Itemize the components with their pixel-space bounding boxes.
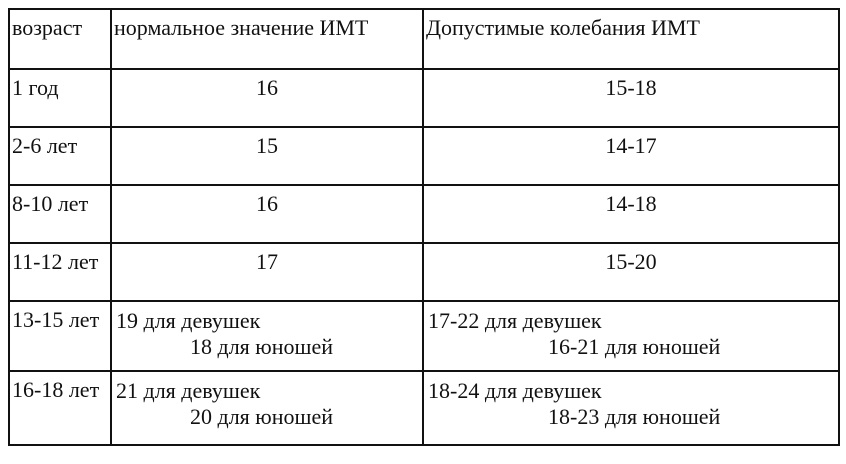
age-value: 16-18 лет (12, 377, 100, 402)
normal-girls-value: 21 для девушек (116, 378, 261, 403)
age-value: 13-15 лет (12, 307, 100, 332)
age-value: 8-10 лет (12, 191, 89, 216)
normal-cell (111, 127, 423, 185)
header-cell-age (9, 9, 111, 69)
range-value: 15-20 (605, 249, 657, 274)
normal-value: 17 (256, 249, 278, 274)
header-cell-range (423, 9, 839, 69)
range-girls-value: 18-24 для девушек (428, 378, 602, 403)
normal-boys-value: 18 для юношей (190, 334, 333, 359)
range-cell (423, 243, 839, 301)
range-cell (423, 69, 839, 127)
age-cell (9, 371, 111, 445)
normal-value: 16 (256, 191, 278, 216)
range-cell (423, 127, 839, 185)
normal-cell (111, 185, 423, 243)
range-value: 14-18 (605, 191, 657, 216)
range-boys-value: 18-23 для юношей (548, 404, 721, 429)
range-cell (423, 371, 839, 445)
normal-value: 16 (256, 75, 278, 100)
normal-cell (111, 243, 423, 301)
age-cell (9, 185, 111, 243)
age-value: 11-12 лет (12, 249, 99, 274)
table-row (9, 301, 839, 371)
header-range-label: Допустимые колебания ИМТ (426, 15, 700, 40)
normal-cell (111, 371, 423, 445)
age-cell (9, 243, 111, 301)
range-cell (423, 301, 839, 371)
normal-value: 15 (256, 133, 278, 158)
header-normal-label: нормальное значение ИМТ (114, 15, 369, 40)
header-age-label: возраст (12, 15, 83, 40)
normal-cell (111, 69, 423, 127)
normal-girls-value: 19 для девушек (116, 308, 261, 333)
table-row (9, 371, 839, 445)
range-value: 14-17 (605, 133, 657, 158)
table-row (9, 69, 839, 127)
bmi-table (8, 8, 840, 446)
range-value: 15-18 (605, 75, 657, 100)
table-row (9, 243, 839, 301)
age-cell (9, 69, 111, 127)
age-cell (9, 301, 111, 371)
header-cell-normal (111, 9, 423, 69)
age-value: 2-6 лет (12, 133, 78, 158)
table-header-row (9, 9, 839, 69)
normal-cell (111, 301, 423, 371)
range-cell (423, 185, 839, 243)
range-boys-value: 16-21 для юношей (548, 334, 721, 359)
age-value: 1 год (12, 75, 59, 100)
age-cell (9, 127, 111, 185)
range-girls-value: 17-22 для девушек (428, 308, 602, 333)
table-row (9, 185, 839, 243)
table-row (9, 127, 839, 185)
normal-boys-value: 20 для юношей (190, 404, 333, 429)
